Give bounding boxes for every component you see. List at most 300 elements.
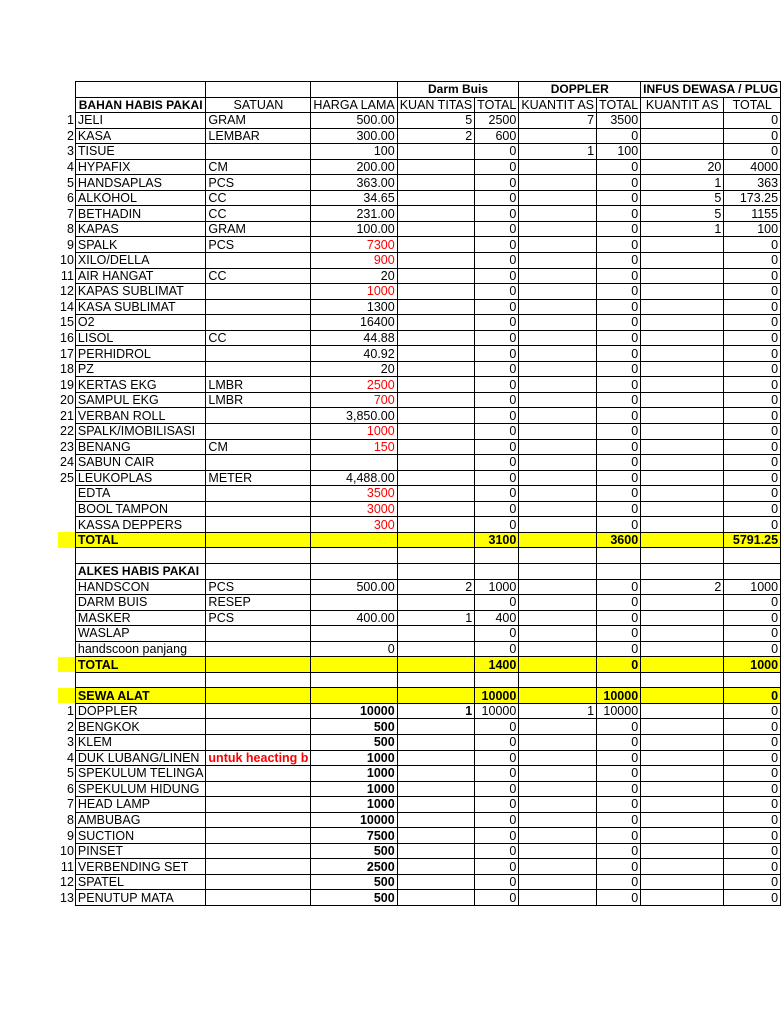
qty3-cell[interactable] (641, 610, 724, 626)
qty3-cell[interactable] (641, 144, 724, 160)
item-cell[interactable]: BENGKOK (75, 719, 206, 735)
unit-cell[interactable] (206, 486, 311, 502)
item-cell[interactable]: HEAD LAMP (75, 797, 206, 813)
total1-cell[interactable]: 0 (475, 377, 519, 393)
total3-cell[interactable]: 0 (724, 890, 781, 906)
note-cell[interactable] (206, 719, 311, 735)
total2-cell[interactable]: 0 (597, 641, 641, 657)
qty2-cell[interactable] (519, 501, 597, 517)
row-number[interactable]: 25 (60, 470, 74, 485)
row-number[interactable]: 14 (60, 299, 74, 314)
total3-cell[interactable]: 0 (724, 750, 781, 766)
price-cell[interactable]: 20 (311, 361, 397, 377)
total3-cell[interactable]: 0 (724, 361, 781, 377)
total3-cell[interactable]: 0 (724, 874, 781, 890)
row-number[interactable]: 8 (66, 222, 74, 237)
qty3-cell[interactable] (641, 486, 724, 502)
price-cell[interactable]: 3500 (311, 486, 397, 502)
price-cell[interactable]: 16400 (311, 315, 397, 331)
total2-cell[interactable]: 0 (597, 734, 641, 750)
item-cell[interactable]: SPEKULUM TELINGA (75, 766, 206, 782)
row-number[interactable] (58, 501, 75, 517)
total1-cell[interactable]: 10000 (475, 688, 519, 704)
total1-cell[interactable]: 0 (475, 781, 519, 797)
note-cell[interactable] (206, 734, 311, 750)
price-cell[interactable]: 3,850.00 (311, 408, 397, 424)
total3-cell[interactable]: 0 (724, 268, 781, 284)
row-number[interactable]: 21 (60, 408, 74, 423)
qty2-cell[interactable]: 1 (519, 144, 597, 160)
item-cell[interactable]: HANDSCON (75, 579, 206, 595)
header-qty1-column[interactable]: KUAN TITAS (397, 97, 474, 113)
price-cell[interactable]: 0 (311, 641, 397, 657)
row-number[interactable]: 7 (66, 797, 74, 812)
qty3-cell[interactable] (641, 750, 724, 766)
total2-cell[interactable]: 10000 (597, 703, 641, 719)
unit-cell[interactable]: GRAM (206, 221, 311, 237)
total2-cell[interactable]: 0 (597, 190, 641, 206)
total3-cell[interactable] (724, 672, 781, 688)
price-cell[interactable]: 20 (311, 268, 397, 284)
qty3-cell[interactable] (641, 563, 724, 579)
total1-cell[interactable]: 0 (475, 486, 519, 502)
qty3-cell[interactable]: 20 (641, 159, 724, 175)
item-cell[interactable]: XILO/DELLA (75, 253, 206, 269)
qty1-cell[interactable] (397, 874, 474, 890)
price-cell[interactable] (311, 688, 397, 704)
price-cell[interactable]: 200.00 (311, 159, 397, 175)
qty2-cell[interactable] (519, 734, 597, 750)
header-price-column[interactable]: HARGA LAMA (311, 97, 397, 113)
qty3-cell[interactable] (641, 113, 724, 129)
total3-cell[interactable]: 0 (724, 377, 781, 393)
header-unit-column[interactable]: SATUAN (206, 97, 311, 113)
price-cell[interactable]: 3000 (311, 501, 397, 517)
item-cell[interactable]: KAPAS SUBLIMAT (75, 284, 206, 300)
price-cell[interactable]: 2500 (311, 859, 397, 875)
total1-cell[interactable]: 0 (475, 812, 519, 828)
item-cell[interactable]: SAMPUL EKG (75, 392, 206, 408)
qty2-cell[interactable] (519, 626, 597, 642)
qty1-cell[interactable] (397, 175, 474, 191)
price-cell[interactable]: 1000 (311, 284, 397, 300)
qty3-cell[interactable] (641, 532, 724, 548)
price-cell[interactable]: 500 (311, 719, 397, 735)
total3-cell[interactable]: 0 (724, 408, 781, 424)
qty3-cell[interactable] (641, 688, 724, 704)
total2-cell[interactable]: 0 (597, 797, 641, 813)
row-number[interactable] (58, 532, 75, 548)
total3-cell[interactable]: 0 (724, 284, 781, 300)
item-cell[interactable]: AIR HANGAT (75, 268, 206, 284)
qty1-cell[interactable] (397, 190, 474, 206)
total3-cell[interactable]: 173.25 (724, 190, 781, 206)
qty3-cell[interactable] (641, 890, 724, 906)
row-number[interactable]: 6 (66, 781, 74, 796)
qty2-cell[interactable] (519, 766, 597, 782)
qty3-cell[interactable] (641, 237, 724, 253)
total1-cell[interactable]: 0 (475, 253, 519, 269)
row-number[interactable] (58, 688, 75, 704)
total2-cell[interactable] (597, 672, 641, 688)
row-number[interactable]: 15 (60, 315, 74, 330)
note-cell[interactable] (206, 859, 311, 875)
row-number[interactable]: 16 (60, 331, 74, 346)
total2-cell[interactable]: 0 (597, 843, 641, 859)
qty3-cell[interactable] (641, 657, 724, 673)
total-label[interactable]: TOTAL (75, 532, 206, 548)
qty3-cell[interactable] (641, 874, 724, 890)
total2-cell[interactable]: 0 (597, 206, 641, 222)
total2-cell[interactable]: 0 (597, 828, 641, 844)
qty3-cell[interactable] (641, 703, 724, 719)
total3-cell[interactable]: 0 (724, 595, 781, 611)
total3-cell[interactable]: 0 (724, 766, 781, 782)
unit-cell[interactable] (206, 346, 311, 362)
total1-cell[interactable]: 0 (475, 797, 519, 813)
qty3-cell[interactable] (641, 455, 724, 471)
total2-cell[interactable]: 0 (597, 424, 641, 440)
row-number[interactable] (58, 672, 75, 688)
qty1-cell[interactable] (397, 159, 474, 175)
total2-cell[interactable]: 0 (597, 237, 641, 253)
unit-cell[interactable] (206, 563, 311, 579)
total1-cell[interactable]: 0 (475, 517, 519, 533)
total2-cell[interactable]: 3500 (597, 113, 641, 129)
row-number[interactable]: 11 (60, 268, 74, 283)
unit-cell[interactable] (206, 253, 311, 269)
qty3-cell[interactable] (641, 299, 724, 315)
total2-cell[interactable]: 0 (597, 175, 641, 191)
qty1-cell[interactable] (397, 641, 474, 657)
item-cell[interactable]: HYPAFIX (75, 159, 206, 175)
header-group-doppler[interactable]: DOPPLER (519, 82, 641, 98)
unit-cell[interactable] (206, 641, 311, 657)
row-number[interactable]: 13 (60, 890, 74, 905)
total2-cell[interactable]: 0 (597, 361, 641, 377)
unit-cell[interactable]: LEMBAR (206, 128, 311, 144)
item-cell[interactable]: KERTAS EKG (75, 377, 206, 393)
row-number[interactable] (58, 579, 75, 595)
unit-cell[interactable]: PCS (206, 579, 311, 595)
qty2-cell[interactable] (519, 175, 597, 191)
note-cell[interactable] (206, 843, 311, 859)
unit-cell[interactable] (206, 532, 311, 548)
row-number[interactable]: 20 (60, 393, 74, 408)
row-number[interactable]: 3 (66, 735, 74, 750)
unit-cell[interactable]: GRAM (206, 113, 311, 129)
qty2-cell[interactable] (519, 268, 597, 284)
price-cell[interactable]: 900 (311, 253, 397, 269)
unit-cell[interactable]: CC (206, 330, 311, 346)
price-cell[interactable]: 300 (311, 517, 397, 533)
unit-cell[interactable]: CC (206, 268, 311, 284)
qty2-cell[interactable] (519, 859, 597, 875)
section-title[interactable]: ALKES HABIS PAKAI (75, 563, 206, 579)
row-number[interactable] (58, 610, 75, 626)
qty2-cell[interactable] (519, 532, 597, 548)
price-cell[interactable]: 231.00 (311, 206, 397, 222)
qty1-cell[interactable] (397, 828, 474, 844)
qty1-cell[interactable] (397, 470, 474, 486)
item-cell[interactable]: DOPPLER (75, 703, 206, 719)
total2-cell[interactable]: 0 (597, 221, 641, 237)
total1-cell[interactable]: 0 (475, 361, 519, 377)
total2-cell[interactable]: 100 (597, 144, 641, 160)
qty1-cell[interactable] (397, 766, 474, 782)
item-cell[interactable]: KLEM (75, 734, 206, 750)
qty2-cell[interactable] (519, 812, 597, 828)
unit-cell[interactable]: LMBR (206, 392, 311, 408)
row-number[interactable]: 18 (60, 362, 74, 377)
row-number[interactable] (58, 641, 75, 657)
qty3-cell[interactable] (641, 501, 724, 517)
qty3-cell[interactable] (641, 128, 724, 144)
total1-cell[interactable]: 1000 (475, 579, 519, 595)
item-cell[interactable]: HANDSAPLAS (75, 175, 206, 191)
row-number[interactable]: 4 (66, 160, 74, 174)
unit-cell[interactable] (206, 299, 311, 315)
unit-cell[interactable] (206, 315, 311, 331)
qty1-cell[interactable] (397, 377, 474, 393)
total2-cell[interactable]: 0 (597, 128, 641, 144)
total2-cell[interactable]: 10000 (597, 688, 641, 704)
qty1-cell[interactable] (397, 812, 474, 828)
total3-cell[interactable]: 0 (724, 486, 781, 502)
total3-cell[interactable]: 0 (724, 346, 781, 362)
item-cell[interactable]: PINSET (75, 843, 206, 859)
note-cell[interactable] (206, 890, 311, 906)
total3-cell[interactable]: 0 (724, 439, 781, 455)
qty3-cell[interactable] (641, 408, 724, 424)
qty1-cell[interactable] (397, 330, 474, 346)
item-cell[interactable]: VERBAN ROLL (75, 408, 206, 424)
qty1-cell[interactable] (397, 734, 474, 750)
unit-cell[interactable]: PCS (206, 237, 311, 253)
total2-cell[interactable]: 0 (597, 610, 641, 626)
total1-cell[interactable]: 0 (475, 734, 519, 750)
total1-cell[interactable]: 0 (475, 408, 519, 424)
qty2-cell[interactable] (519, 455, 597, 471)
note-cell[interactable]: untuk heacting b (206, 750, 311, 766)
total1-cell[interactable]: 0 (475, 501, 519, 517)
qty3-cell[interactable] (641, 626, 724, 642)
qty1-cell[interactable]: 2 (397, 579, 474, 595)
qty1-cell[interactable] (397, 439, 474, 455)
total2-cell[interactable]: 0 (597, 284, 641, 300)
qty1-cell[interactable] (397, 392, 474, 408)
qty1-cell[interactable] (397, 501, 474, 517)
total1-cell[interactable]: 0 (475, 284, 519, 300)
qty2-cell[interactable] (519, 392, 597, 408)
price-cell[interactable]: 34.65 (311, 190, 397, 206)
item-cell[interactable] (75, 672, 206, 688)
qty2-cell[interactable] (519, 439, 597, 455)
qty1-cell[interactable] (397, 890, 474, 906)
qty3-cell[interactable] (641, 766, 724, 782)
total2-cell[interactable] (597, 548, 641, 564)
price-cell[interactable]: 500 (311, 843, 397, 859)
total1-cell[interactable]: 2500 (475, 113, 519, 129)
qty3-cell[interactable] (641, 719, 724, 735)
header-total3-column[interactable]: TOTAL (724, 97, 781, 113)
total1-cell[interactable]: 0 (475, 470, 519, 486)
total3-cell[interactable]: 0 (724, 455, 781, 471)
total3-cell[interactable]: 4000 (724, 159, 781, 175)
item-cell[interactable]: SPATEL (75, 874, 206, 890)
qty1-cell[interactable] (397, 253, 474, 269)
row-number[interactable]: 23 (60, 439, 74, 454)
total1-cell[interactable]: 0 (475, 221, 519, 237)
price-cell[interactable]: 4,488.00 (311, 470, 397, 486)
unit-cell[interactable] (206, 361, 311, 377)
qty2-cell[interactable] (519, 563, 597, 579)
qty2-cell[interactable] (519, 595, 597, 611)
total1-cell[interactable]: 0 (475, 144, 519, 160)
item-cell[interactable]: SUCTION (75, 828, 206, 844)
qty3-cell[interactable] (641, 377, 724, 393)
total1-cell[interactable]: 0 (475, 206, 519, 222)
note-cell[interactable] (206, 812, 311, 828)
total2-cell[interactable]: 3600 (597, 532, 641, 548)
qty3-cell[interactable] (641, 812, 724, 828)
total2-cell[interactable]: 0 (597, 408, 641, 424)
qty3-cell[interactable] (641, 392, 724, 408)
total2-cell[interactable]: 0 (597, 501, 641, 517)
price-cell[interactable] (311, 595, 397, 611)
price-cell[interactable]: 500.00 (311, 113, 397, 129)
total1-cell[interactable]: 0 (475, 750, 519, 766)
item-cell[interactable]: EDTA (75, 486, 206, 502)
item-cell[interactable]: BENANG (75, 439, 206, 455)
note-cell[interactable] (206, 828, 311, 844)
price-cell[interactable]: 1000 (311, 750, 397, 766)
qty2-cell[interactable] (519, 610, 597, 626)
total1-cell[interactable]: 600 (475, 128, 519, 144)
qty3-cell[interactable] (641, 548, 724, 564)
qty1-cell[interactable] (397, 843, 474, 859)
header-total1-column[interactable]: TOTAL (475, 97, 519, 113)
total2-cell[interactable]: 0 (597, 377, 641, 393)
total3-cell[interactable]: 100 (724, 221, 781, 237)
unit-cell[interactable]: CM (206, 439, 311, 455)
qty1-cell[interactable] (397, 315, 474, 331)
unit-cell[interactable]: CC (206, 206, 311, 222)
qty3-cell[interactable] (641, 595, 724, 611)
section-title[interactable]: SEWA ALAT (75, 688, 206, 704)
row-number[interactable] (58, 657, 75, 673)
total2-cell[interactable]: 0 (597, 657, 641, 673)
row-number[interactable]: 12 (60, 875, 74, 890)
total3-cell[interactable]: 0 (724, 719, 781, 735)
header-group-darm-buis[interactable]: Darm Buis (397, 82, 519, 98)
price-cell[interactable]: 363.00 (311, 175, 397, 191)
total3-cell[interactable]: 363 (724, 175, 781, 191)
header-group-infus[interactable]: INFUS DEWASA / PLUG (641, 82, 781, 98)
qty3-cell[interactable]: 2 (641, 579, 724, 595)
total3-cell[interactable]: 0 (724, 828, 781, 844)
price-cell[interactable]: 500 (311, 734, 397, 750)
qty1-cell[interactable] (397, 719, 474, 735)
qty1-cell[interactable] (397, 517, 474, 533)
total3-cell[interactable]: 0 (724, 688, 781, 704)
total1-cell[interactable]: 0 (475, 626, 519, 642)
total1-cell[interactable]: 0 (475, 392, 519, 408)
item-cell[interactable]: TISUE (75, 144, 206, 160)
item-cell[interactable]: SPALK (75, 237, 206, 253)
total2-cell[interactable]: 0 (597, 315, 641, 331)
total1-cell[interactable]: 0 (475, 874, 519, 890)
total3-cell[interactable] (724, 548, 781, 564)
total1-cell[interactable]: 0 (475, 268, 519, 284)
row-number[interactable] (58, 626, 75, 642)
price-cell[interactable]: 7500 (311, 828, 397, 844)
price-cell[interactable]: 7300 (311, 237, 397, 253)
item-cell[interactable]: handscoon panjang (75, 641, 206, 657)
qty2-cell[interactable] (519, 315, 597, 331)
total3-cell[interactable]: 0 (724, 703, 781, 719)
item-cell[interactable]: KASSA DEPPERS (75, 517, 206, 533)
header-qty3-column[interactable]: KUANTIT AS (641, 97, 724, 113)
item-cell[interactable]: PZ (75, 361, 206, 377)
total1-cell[interactable]: 0 (475, 719, 519, 735)
row-number[interactable]: 24 (60, 455, 74, 470)
total2-cell[interactable]: 0 (597, 859, 641, 875)
total3-cell[interactable]: 0 (724, 128, 781, 144)
qty2-cell[interactable]: 1 (519, 703, 597, 719)
total3-cell[interactable]: 0 (724, 626, 781, 642)
price-cell[interactable]: 100 (311, 144, 397, 160)
qty1-cell[interactable] (397, 486, 474, 502)
price-cell[interactable]: 100.00 (311, 221, 397, 237)
qty1-cell[interactable] (397, 672, 474, 688)
note-cell[interactable] (206, 766, 311, 782)
total2-cell[interactable]: 0 (597, 812, 641, 828)
qty1-cell[interactable] (397, 424, 474, 440)
item-cell[interactable]: JELI (75, 113, 206, 129)
item-cell[interactable]: MASKER (75, 610, 206, 626)
unit-cell[interactable]: RESEP (206, 595, 311, 611)
qty2-cell[interactable] (519, 672, 597, 688)
total1-cell[interactable]: 3100 (475, 532, 519, 548)
price-cell[interactable]: 10000 (311, 703, 397, 719)
price-cell[interactable] (311, 455, 397, 471)
unit-cell[interactable]: CC (206, 190, 311, 206)
qty2-cell[interactable] (519, 688, 597, 704)
qty3-cell[interactable]: 5 (641, 206, 724, 222)
total1-cell[interactable]: 0 (475, 190, 519, 206)
header-item-column[interactable]: BAHAN HABIS PAKAI (75, 97, 206, 113)
unit-cell[interactable] (206, 424, 311, 440)
price-cell[interactable]: 150 (311, 439, 397, 455)
qty3-cell[interactable]: 1 (641, 175, 724, 191)
qty1-cell[interactable] (397, 781, 474, 797)
total3-cell[interactable]: 0 (724, 315, 781, 331)
qty1-cell[interactable] (397, 221, 474, 237)
header-empty-cell[interactable] (58, 82, 75, 98)
qty2-cell[interactable] (519, 781, 597, 797)
total2-cell[interactable]: 0 (597, 595, 641, 611)
total2-cell[interactable]: 0 (597, 268, 641, 284)
qty1-cell[interactable] (397, 797, 474, 813)
total1-cell[interactable]: 10000 (475, 703, 519, 719)
total2-cell[interactable]: 0 (597, 392, 641, 408)
qty1-cell[interactable]: 1 (397, 610, 474, 626)
row-number[interactable]: 11 (60, 859, 74, 874)
qty3-cell[interactable] (641, 470, 724, 486)
header-empty-cell[interactable] (75, 82, 206, 98)
row-number[interactable] (58, 548, 75, 564)
